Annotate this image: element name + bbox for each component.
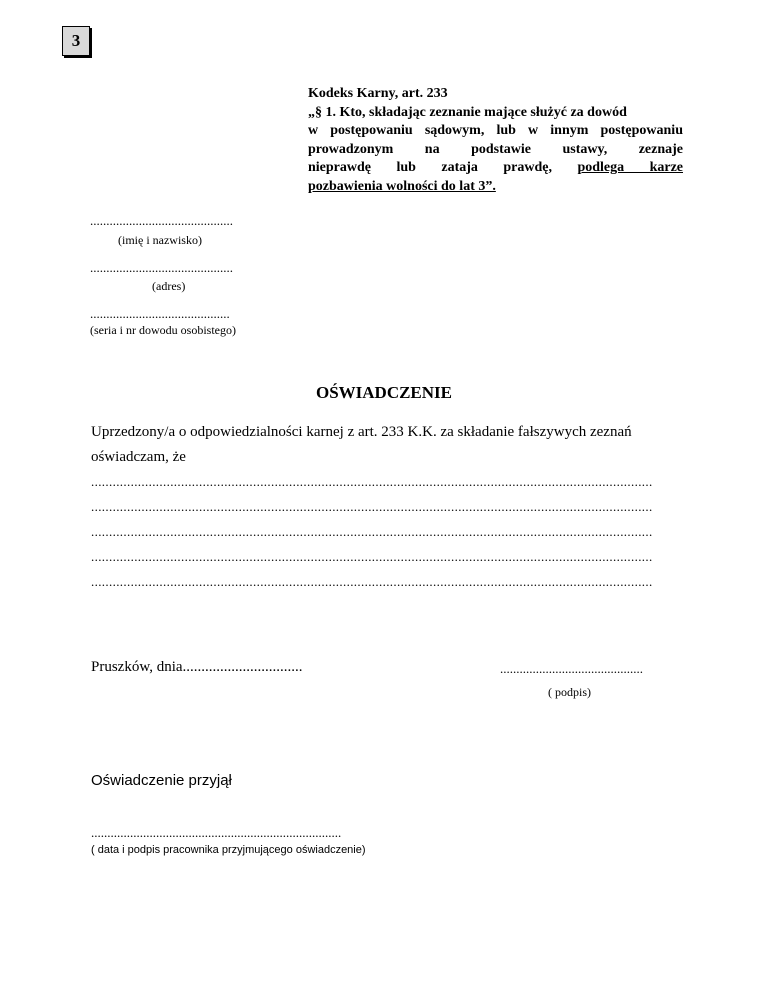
signature-dots: ............................................	[500, 661, 643, 676]
accepted-by-label: Oświadczenie przyjął	[91, 772, 232, 789]
name-field-dots: ............................................	[90, 213, 233, 228]
statement-fill-line: ............................................................................................................................................................	[91, 524, 653, 539]
quote-line-4	[308, 159, 683, 178]
place-date-field: Pruszków, dnia................................	[91, 659, 303, 675]
quote-line-5: pozbawienia wolności do lat 3”.	[308, 178, 496, 194]
address-field-dots: ............................................	[90, 260, 233, 275]
statement-fill-line: ............................................................................................................................................................	[91, 499, 653, 514]
legal-quote	[308, 85, 683, 196]
quote-line-4-plain: nieprawdę lub zataja prawdę,	[308, 160, 578, 175]
name-field-label: (imię i nazwisko)	[118, 233, 202, 247]
quote-title: Kodeks Karny, art. 233	[308, 86, 448, 101]
statement-line-2: oświadczam, że	[91, 449, 186, 465]
id-field-dots: ...........................................	[90, 306, 230, 321]
page-number-badge: 3	[62, 26, 90, 56]
accepted-by-dots: .............................................................................	[91, 825, 342, 840]
statement-fill-line: ............................................................................................................................................................	[91, 549, 653, 564]
signature-label: ( podpis)	[548, 685, 591, 699]
id-field-label: (seria i nr dowodu osobistego)	[90, 323, 236, 337]
quote-line-2: w postępowaniu sądowym, lub w innym postępowaniu	[308, 123, 683, 138]
accepted-by-caption: ( data i podpis pracownika przyjmującego oświadczenie)	[91, 844, 366, 856]
quote-line-3: prowadzonym na podstawie ustawy, zeznaje	[308, 141, 683, 157]
quote-line-1: „§ 1. Kto, składając zeznanie mające służyć za dowód	[308, 104, 627, 120]
statement-line-1: Uprzedzony/a o odpowiedzialności karnej z art. 233 K.K. za składanie fałszywych zeznań	[91, 424, 632, 440]
statement-fill-line: ............................................................................................................................................................	[91, 474, 653, 489]
address-field-label: (adres)	[152, 279, 186, 293]
statement-fill-line: ............................................................................................................................................................	[91, 574, 653, 589]
quote-line-4-underlined: podlega karze	[577, 160, 683, 175]
document-title: OŚWIADCZENIE	[315, 383, 453, 402]
